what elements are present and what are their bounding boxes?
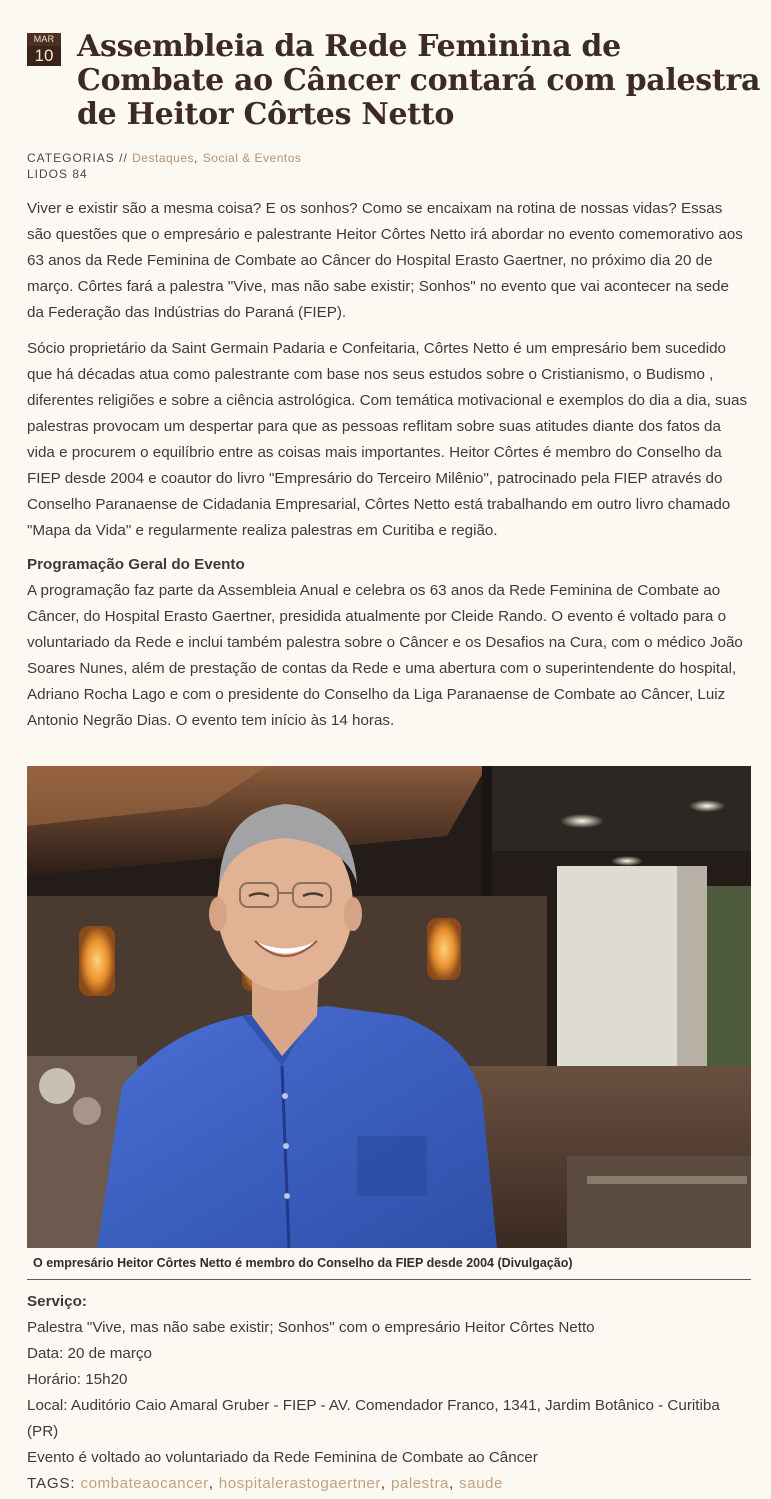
article-title: Assembleia da Rede Feminina de Combate ao Câncer contará com palestra de Heitor Côrtes Netto bbox=[77, 29, 761, 132]
reads-line bbox=[27, 166, 301, 182]
service-line: Data: 20 de março bbox=[27, 1345, 152, 1362]
tag-link[interactable]: combateaocancer bbox=[80, 1475, 209, 1492]
category-link-social-eventos[interactable]: Social & Eventos bbox=[202, 151, 302, 165]
service-line: Palestra "Vive, mas não sabe existir; Sonhos" com o empresário Heitor Côrtes Netto bbox=[27, 1319, 595, 1336]
tag-link[interactable]: hospitalerastogaertner bbox=[218, 1475, 381, 1492]
caption-divider bbox=[27, 1279, 751, 1280]
service-line: Local: Auditório Caio Amaral Gruber - FIEP - AV. Comendador Franco, 1341, Jardim Botânico - Curitiba (PR) bbox=[27, 1397, 720, 1440]
article-meta bbox=[27, 150, 301, 182]
photo-illustration bbox=[27, 766, 751, 1248]
date-badge bbox=[27, 33, 61, 66]
section-heading: Programação Geral do Evento bbox=[27, 556, 245, 573]
article-photo bbox=[27, 766, 751, 1248]
categories-label: CATEGORIAS // bbox=[27, 151, 128, 165]
date-day: 10 bbox=[27, 46, 61, 66]
service-line: Horário: 15h20 bbox=[27, 1371, 128, 1388]
tags-label: TAGS: bbox=[27, 1475, 76, 1492]
service-label: Serviço: bbox=[27, 1293, 87, 1310]
tag-link[interactable]: palestra bbox=[390, 1475, 449, 1492]
paragraph-intro: Viver e existir são a mesma coisa? E os sonhos? Como se encaixam na rotina de nossas vidas? Essas são questões que o empresário e palestrante Heitor Côrtes Netto irá abordar no evento comemorativo aos 63 anos da Rede Feminina de Combate ao Câncer do Hospital Erasto Gaertner, no próximo dia 20 de março. Côrtes fará a palestra "Vive, mas não sabe existir; Sonhos" no evento que vai acontecer na sede da Federação das Indústrias do Paraná (FIEP). bbox=[27, 200, 743, 321]
paragraph-bio: Sócio proprietário da Saint Germain Padaria e Confeitaria, Côrtes Netto é um empresário bem sucedido que há décadas atua como palestrante com base nos seus estudos sobre o Cristianismo, o Budismo , diferentes religiões e sobre a ciência astrológica. Com temática motivacional e exemplos do dia a dia, suas palestras provocam um despertar para que as pessoas reflitam sobre suas atitudes diante dos fatos da vida e procurem o equilíbrio entre as coisas mais importantes. Heitor Côrtes é membro do Conselho da FIEP desde 2004 e coautor do livro "Empresário do Terceiro Milênio", patrocinado pela FIEP através do Conselho Paranaense de Cidadania Empresarial, Côrtes Netto está trabalhando em outro livro chamado "Mapa da Vida" e regularmente realiza palestras em Curitiba e região. bbox=[27, 340, 748, 539]
photo-caption: O empresário Heitor Côrtes Netto é membro do Conselho da FIEP desde 2004 (Divulgação) bbox=[33, 1256, 573, 1270]
tag-link[interactable]: saude bbox=[459, 1475, 503, 1492]
categories-line: CATEGORIAS // Destaques, Social & Eventos bbox=[27, 151, 302, 165]
article-body bbox=[27, 196, 749, 744]
service-section bbox=[27, 1289, 749, 1471]
category-link-destaques[interactable]: Destaques bbox=[132, 151, 195, 165]
paragraph-program: A programação faz parte da Assembleia Anual e celebra os 63 anos da Rede Feminina de Combate ao Câncer, do Hospital Erasto Gaertner, presidida atualmente por Cleide Rando. O evento é voltado para o voluntariado da Rede e inclui também palestra sobre o Câncer e os Desafios na Cura, com o médico João Soares Nunes, além de prestação de contas da Rede e uma abertura com o superintendente do hospital, Adriano Rocha Lago e com o presidente do Conselho da Liga Paranaense de Combate ao Câncer, Luiz Antonio Negrão Dias. O evento tem início às 14 horas. bbox=[27, 582, 743, 729]
date-month: MAR bbox=[33, 34, 55, 44]
reads-count: 84 bbox=[72, 167, 88, 181]
service-line: Evento é voltado ao voluntariado da Rede Feminina de Combate ao Câncer bbox=[27, 1449, 538, 1466]
tags-line: TAGS: combateaocancer, hospitalerastogaertner, palestra, saude bbox=[27, 1475, 503, 1492]
reads-label: LIDOS bbox=[27, 167, 69, 181]
